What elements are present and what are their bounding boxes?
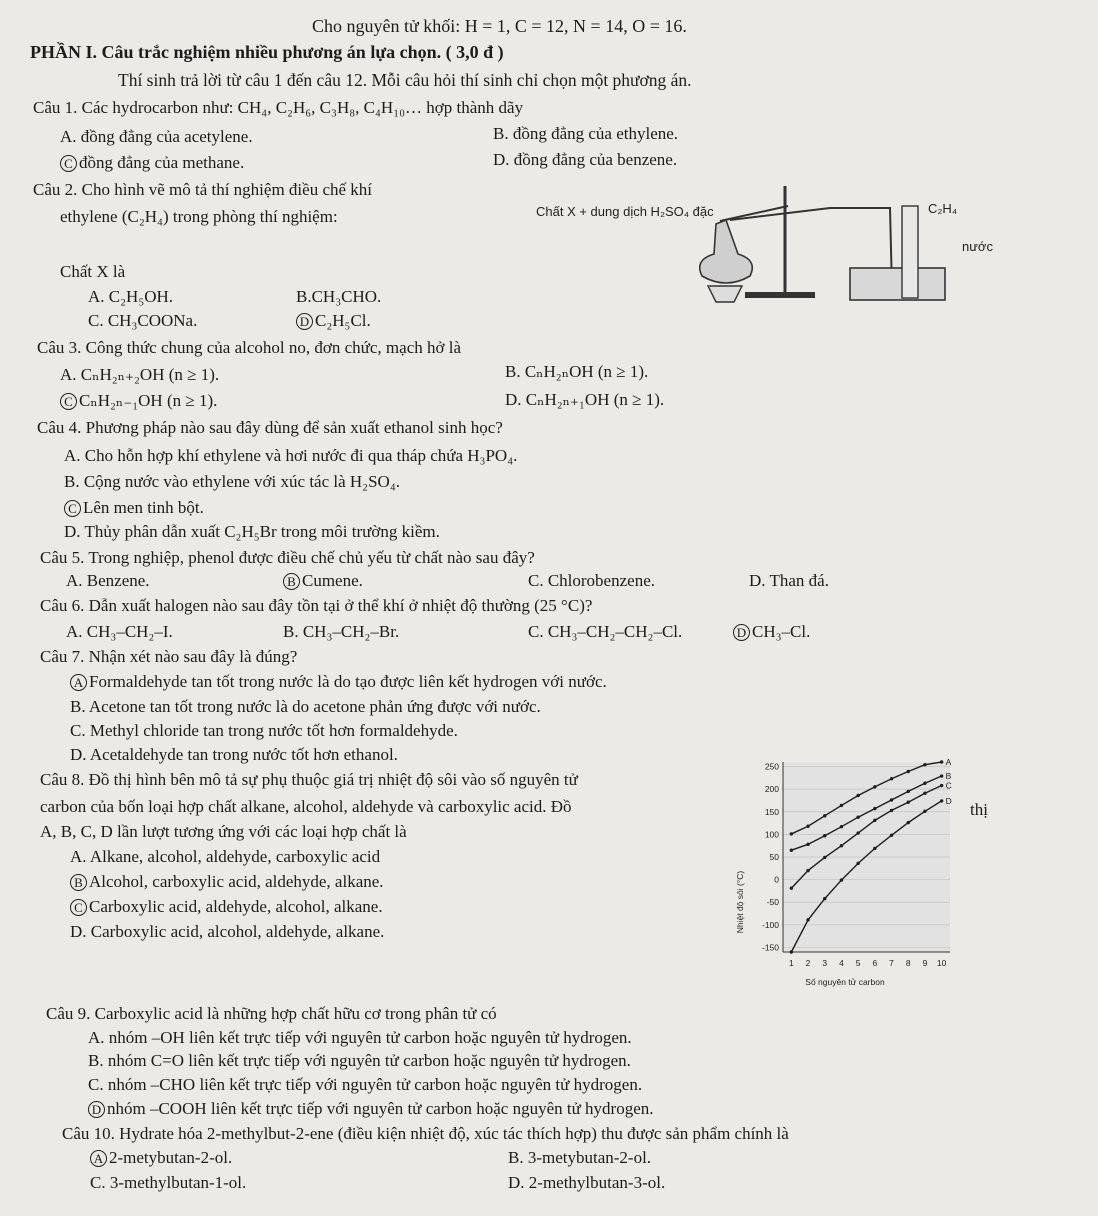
ethylene-apparatus-figure — [530, 176, 1050, 326]
answer-mark-circle: D — [88, 1101, 105, 1118]
q5-option-c: C. Chlorobenzene. — [528, 571, 655, 590]
data-point-A — [873, 785, 876, 788]
q3-option-a: A. CₙH₂ₙ₊₂OH (n ≥ 1). — [60, 365, 220, 384]
data-point-B — [856, 815, 859, 818]
answer-mark-circle: D — [296, 313, 313, 330]
data-point-D — [856, 862, 859, 865]
series-label-B: B — [945, 771, 952, 782]
q7-option-b: B. Acetone tan tốt trong nước là do acetone phản ứng được với nước. — [70, 697, 541, 716]
q4-stem: Câu 4. Phương pháp nào sau đây dùng để sản xuất ethanol sinh học? — [37, 418, 503, 437]
data-point-D — [823, 897, 826, 900]
data-point-A — [856, 794, 859, 797]
data-point-D — [840, 878, 843, 881]
data-point-C — [923, 792, 926, 795]
q8-option-a: A. Alkane, alcohol, aldehyde, carboxylic acid — [70, 847, 381, 866]
x-tick-label: 8 — [905, 958, 911, 968]
data-point-B — [923, 782, 926, 785]
x-tick-label: 5 — [855, 958, 861, 968]
q1-option-b: B. đồng đẳng của ethylene. — [493, 124, 679, 143]
data-point-A — [907, 770, 910, 773]
figure-label-reagent: Chất X + dung dịch H₂SO₄ đặc — [536, 204, 714, 219]
answer-mark-circle: B — [283, 573, 300, 590]
data-point-D — [806, 918, 809, 921]
data-point-B — [840, 825, 843, 828]
data-point-A — [806, 825, 809, 828]
x-tick-label: 9 — [922, 958, 928, 968]
data-point-C — [856, 831, 859, 834]
q2-option-d: D C₂H₅Cl. — [296, 311, 371, 331]
x-tick-label: 4 — [839, 958, 844, 968]
section-title: PHẦN I. Câu trắc nghiệm nhiều phương án lựa chọn. ( 3,0 đ ) — [30, 42, 504, 62]
stand-base — [745, 292, 815, 298]
q10-option-d: D. 2-methylbutan-3-ol. — [508, 1173, 666, 1192]
data-point-B — [940, 774, 943, 777]
x-tick-label: 1 — [788, 958, 794, 968]
data-point-C — [823, 856, 826, 859]
data-point-A — [790, 832, 793, 835]
q1-stem: Câu 1. Các hydrocarbon như: CH₄, C₂H₆, C₃H₈, C₄H₁₀… hợp thành dãy — [33, 98, 524, 117]
data-point-B — [806, 843, 809, 846]
answer-mark-circle: C — [60, 393, 77, 410]
q6-option-d: D CH₃–Cl. — [733, 622, 810, 642]
series-label-D: D — [945, 795, 952, 806]
q6-option-a: A. CH₃–CH₂–I. — [66, 622, 173, 641]
atomic-masses: Cho nguyên tử khối: H = 1, C = 12, N = 14, O = 16. — [312, 16, 687, 36]
data-point-A — [890, 777, 893, 780]
q9-option-a: A. nhóm –OH liên kết trực tiếp với nguyên tử carbon hoặc nguyên tử hydrogen. — [88, 1028, 632, 1047]
data-point-B — [790, 849, 793, 852]
q4-option-d: D. Thủy phân dẫn xuất C₂H₅Br trong môi trường kiềm. — [64, 522, 440, 541]
q6-option-c: C. CH₃–CH₂–CH₂–Cl. — [528, 622, 683, 641]
q1-option-c: C đồng đẳng của methane. — [60, 153, 244, 173]
q1-option-a: A. đồng đẳng của acetylene. — [60, 127, 253, 146]
q10-option-c: C. 3-methylbutan-1-ol. — [90, 1173, 247, 1192]
data-point-D — [907, 821, 910, 824]
y-tick-label: -150 — [761, 942, 779, 953]
q2-option-b: B.CH₃CHO. — [296, 287, 382, 306]
gas-collection-tube — [902, 206, 918, 298]
answer-mark-circle: C — [60, 155, 77, 172]
answer-mark-circle: D — [733, 624, 750, 641]
q8-stem-2b: thị — [970, 800, 988, 819]
q9-option-d: D nhóm –COOH liên kết trực tiếp với nguyên tử carbon hoặc nguyên tử hydrogen. — [88, 1099, 654, 1119]
q6-option-b: B. CH₃–CH₂–Br. — [283, 622, 400, 641]
data-point-C — [840, 844, 843, 847]
alcohol-burner — [708, 286, 742, 302]
data-point-A — [823, 814, 826, 817]
answer-mark-circle: C — [70, 899, 87, 916]
figure-label-gas: C₂H₄ — [928, 201, 958, 216]
q2-option-c: C. CH₃COONa. — [88, 311, 198, 330]
q10-option-a: A 2-metybutan-2-ol. — [90, 1148, 232, 1168]
y-tick-label: -100 — [761, 919, 779, 930]
x-tick-label: 10 — [936, 958, 947, 968]
data-point-B — [823, 834, 826, 837]
figure-label-water: nước — [962, 239, 993, 254]
q8-stem: Câu 8. Đồ thị hình bên mô tả sự phụ thuộc giá trị nhiệt độ sôi vào số nguyên tử — [40, 770, 578, 789]
data-point-A — [840, 804, 843, 807]
data-point-B — [907, 790, 910, 793]
q2-stem-3: Chất X là — [60, 262, 126, 281]
x-tick-label: 7 — [889, 958, 894, 968]
data-point-C — [873, 819, 876, 822]
answer-mark-circle: C — [64, 500, 81, 517]
data-point-A — [923, 763, 926, 766]
q5-option-a: A. Benzene. — [66, 571, 150, 590]
y-tick-label: 200 — [764, 784, 779, 795]
x-tick-label: 6 — [872, 958, 878, 968]
data-point-D — [923, 810, 926, 813]
q1-option-d: D. đồng đẳng của benzene. — [493, 150, 678, 169]
q3-option-d: D. CₙH₂ₙ₊₁OH (n ≥ 1). — [505, 390, 665, 409]
data-point-D — [890, 834, 893, 837]
data-point-C — [907, 801, 910, 804]
x-tick-label: 2 — [805, 958, 811, 968]
q4-option-a: A. Cho hỗn hợp khí ethylene và hơi nước đi qua tháp chứa H₃PO₄. — [64, 446, 518, 465]
y-tick-label: 0 — [774, 874, 779, 885]
answer-mark-circle: A — [70, 674, 87, 691]
y-tick-label: 250 — [764, 761, 779, 772]
data-point-D — [790, 950, 793, 953]
data-point-A — [940, 760, 943, 763]
q2-option-a: A. C₂H₅OH. — [88, 287, 174, 306]
q6-stem: Câu 6. Dẫn xuất halogen nào sau đây tồn tại ở thể khí ở nhiệt độ thường (25 °C)? — [40, 596, 593, 615]
y-tick-label: -50 — [766, 897, 779, 908]
data-point-C — [890, 809, 893, 812]
q8-option-b: B Alcohol, carboxylic acid, aldehyde, alkane. — [70, 872, 384, 892]
instruction: Thí sinh trả lời từ câu 1 đến câu 12. Mỗi câu hỏi thí sinh chỉ chọn một phương án. — [118, 70, 692, 90]
q8-stem-2: carbon của bốn loại hợp chất alkane, alcohol, aldehyde và carboxylic acid. Đồ — [40, 797, 572, 816]
q3-stem: Câu 3. Công thức chung của alcohol no, đơn chức, mạch hở là — [37, 338, 461, 357]
q7-stem: Câu 7. Nhận xét nào sau đây là đúng? — [40, 647, 298, 666]
boiling-point-chart — [725, 752, 965, 992]
y-tick-label: 50 — [769, 852, 779, 862]
q3-option-c: C CₙH₂ₙ₋₁OH (n ≥ 1). — [60, 391, 217, 411]
chart-ylabel: Nhiệt độ sôi (°C) — [735, 870, 745, 934]
q9-option-b: B. nhóm C=O liên kết trực tiếp với nguyên tử carbon hoặc nguyên tử hydrogen. — [88, 1051, 631, 1070]
y-tick-label: 100 — [764, 829, 779, 840]
water-trough — [850, 268, 945, 300]
data-point-B — [890, 798, 893, 801]
q3-option-b: B. CₙH₂ₙOH (n ≥ 1). — [505, 362, 649, 381]
q7-option-c: C. Methyl chloride tan trong nước tốt hơn formaldehyde. — [70, 721, 458, 740]
chart-xlabel: Số nguyên tử carbon — [805, 977, 885, 987]
q4-option-c: C Lên men tinh bột. — [64, 498, 204, 518]
data-point-C — [940, 784, 943, 787]
answer-mark-circle: A — [90, 1150, 107, 1167]
series-label-C: C — [945, 780, 952, 791]
q5-option-d: D. Than đá. — [749, 571, 829, 590]
answer-mark-circle: B — [70, 874, 87, 891]
data-point-D — [873, 847, 876, 850]
q10-option-b: B. 3-metybutan-2-ol. — [508, 1148, 652, 1167]
q8-option-c: C Carboxylic acid, aldehyde, alcohol, alkane. — [70, 897, 383, 917]
q2-stem-2: ethylene (C₂H₄) trong phòng thí nghiệm: — [60, 207, 338, 226]
data-point-B — [873, 807, 876, 810]
q4-option-b: B. Cộng nước vào ethylene với xúc tác là H₂SO₄. — [64, 472, 401, 491]
q10-stem: Câu 10. Hydrate hóa 2-methylbut-2-ene (điều kiện nhiệt độ, xúc tác thích hợp) thu được sản phẩm chính là — [62, 1124, 789, 1143]
series-label-A: A — [945, 757, 952, 767]
y-tick-label: 150 — [764, 806, 779, 817]
x-tick-label: 3 — [822, 958, 828, 968]
q7-option-d: D. Acetaldehyde tan trong nước tốt hơn ethanol. — [70, 745, 398, 764]
q9-stem: Câu 9. Carboxylic acid là những hợp chất hữu cơ trong phân tử có — [46, 1004, 497, 1023]
q8-stem-3: A, B, C, D lần lượt tương ứng với các loại hợp chất là — [40, 822, 407, 841]
q7-option-a: A Formaldehyde tan tốt trong nước là do tạo được liên kết hydrogen với nước. — [70, 672, 607, 692]
q5-stem: Câu 5. Trong nghiệp, phenol được điều chế chủ yếu từ chất nào sau đây? — [40, 548, 535, 567]
q9-option-c: C. nhóm –CHO liên kết trực tiếp với nguyên tử carbon hoặc nguyên tử hydrogen. — [88, 1075, 643, 1094]
q2-stem: Câu 2. Cho hình vẽ mô tả thí nghiệm điều chế khí — [33, 180, 373, 199]
q8-option-d: D. Carboxylic acid, alcohol, aldehyde, alkane. — [70, 922, 385, 941]
data-point-D — [940, 799, 943, 802]
q5-option-b: B Cumene. — [283, 571, 363, 591]
data-point-C — [806, 869, 809, 872]
data-point-C — [790, 887, 793, 890]
round-flask — [700, 220, 753, 283]
